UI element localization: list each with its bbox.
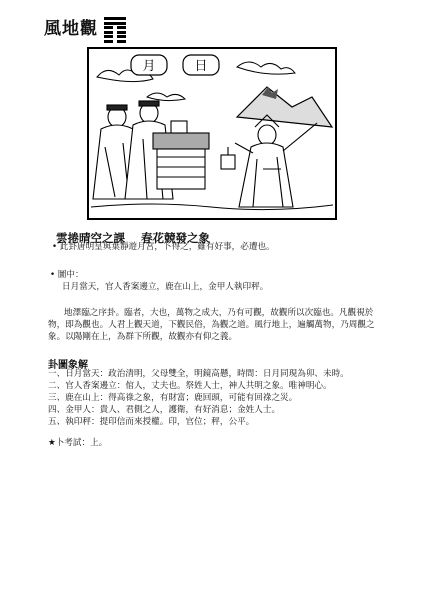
moon-label: 月 bbox=[142, 59, 156, 74]
list-item: 四、金甲人：貴人、君側之人，護衛，有好消息；金姓人士。 bbox=[48, 405, 281, 415]
intro-text: • 此卦唐明皇與葉靜遊月宮，卜得之，雖有好事，必遭也。 bbox=[52, 242, 275, 252]
list-item: 三、鹿在山上：得高祿之象，有財富；鹿回頭，可能有回祿之災。 bbox=[48, 393, 298, 403]
page-title: 風地觀 bbox=[44, 19, 98, 39]
list-item: 五、執印秤：提印信而來授權。印，官位；秤，公平。 bbox=[48, 417, 255, 427]
bullet-label: • 圖中： bbox=[50, 270, 84, 280]
hexagram-guan-icon bbox=[104, 17, 126, 44]
interpretation-list bbox=[48, 368, 349, 428]
section-title: 卦圖象解 bbox=[48, 360, 88, 371]
commentary-paragraph: 地澤臨之序卦。臨者，大也，萬物之成大，乃有可觀，故觀所以次臨也。凡觀視於物，即為觀也。人君上觀天道，下觀民俗，為觀之道。風行地上，遍觸萬物，乃周觀之象。以陽剛在上，為群下所觀，故觀亦有仰之義。 bbox=[48, 308, 375, 342]
bullet-text: 日月當天，官人香案邊立，鹿在山上，金甲人執印秤。 bbox=[62, 282, 269, 292]
list-item: 二、官人香案邊立：倌人，丈夫也。祭姓人士，神人共明之象。唯神明心。 bbox=[48, 381, 332, 391]
sun-label: 日 bbox=[194, 59, 208, 74]
woodcut-illustration bbox=[87, 47, 337, 220]
exam-result: ★卜考試：上。 bbox=[48, 438, 108, 448]
lesson-title-part1: 雲捲晴空之課 bbox=[56, 231, 125, 245]
list-item: 一、日月當天：政治清明，父母雙全，明鏡高懸，時間：日月同現為卯、未時。 bbox=[48, 369, 349, 379]
lesson-title-part2: 春花競發之象 bbox=[141, 231, 210, 245]
